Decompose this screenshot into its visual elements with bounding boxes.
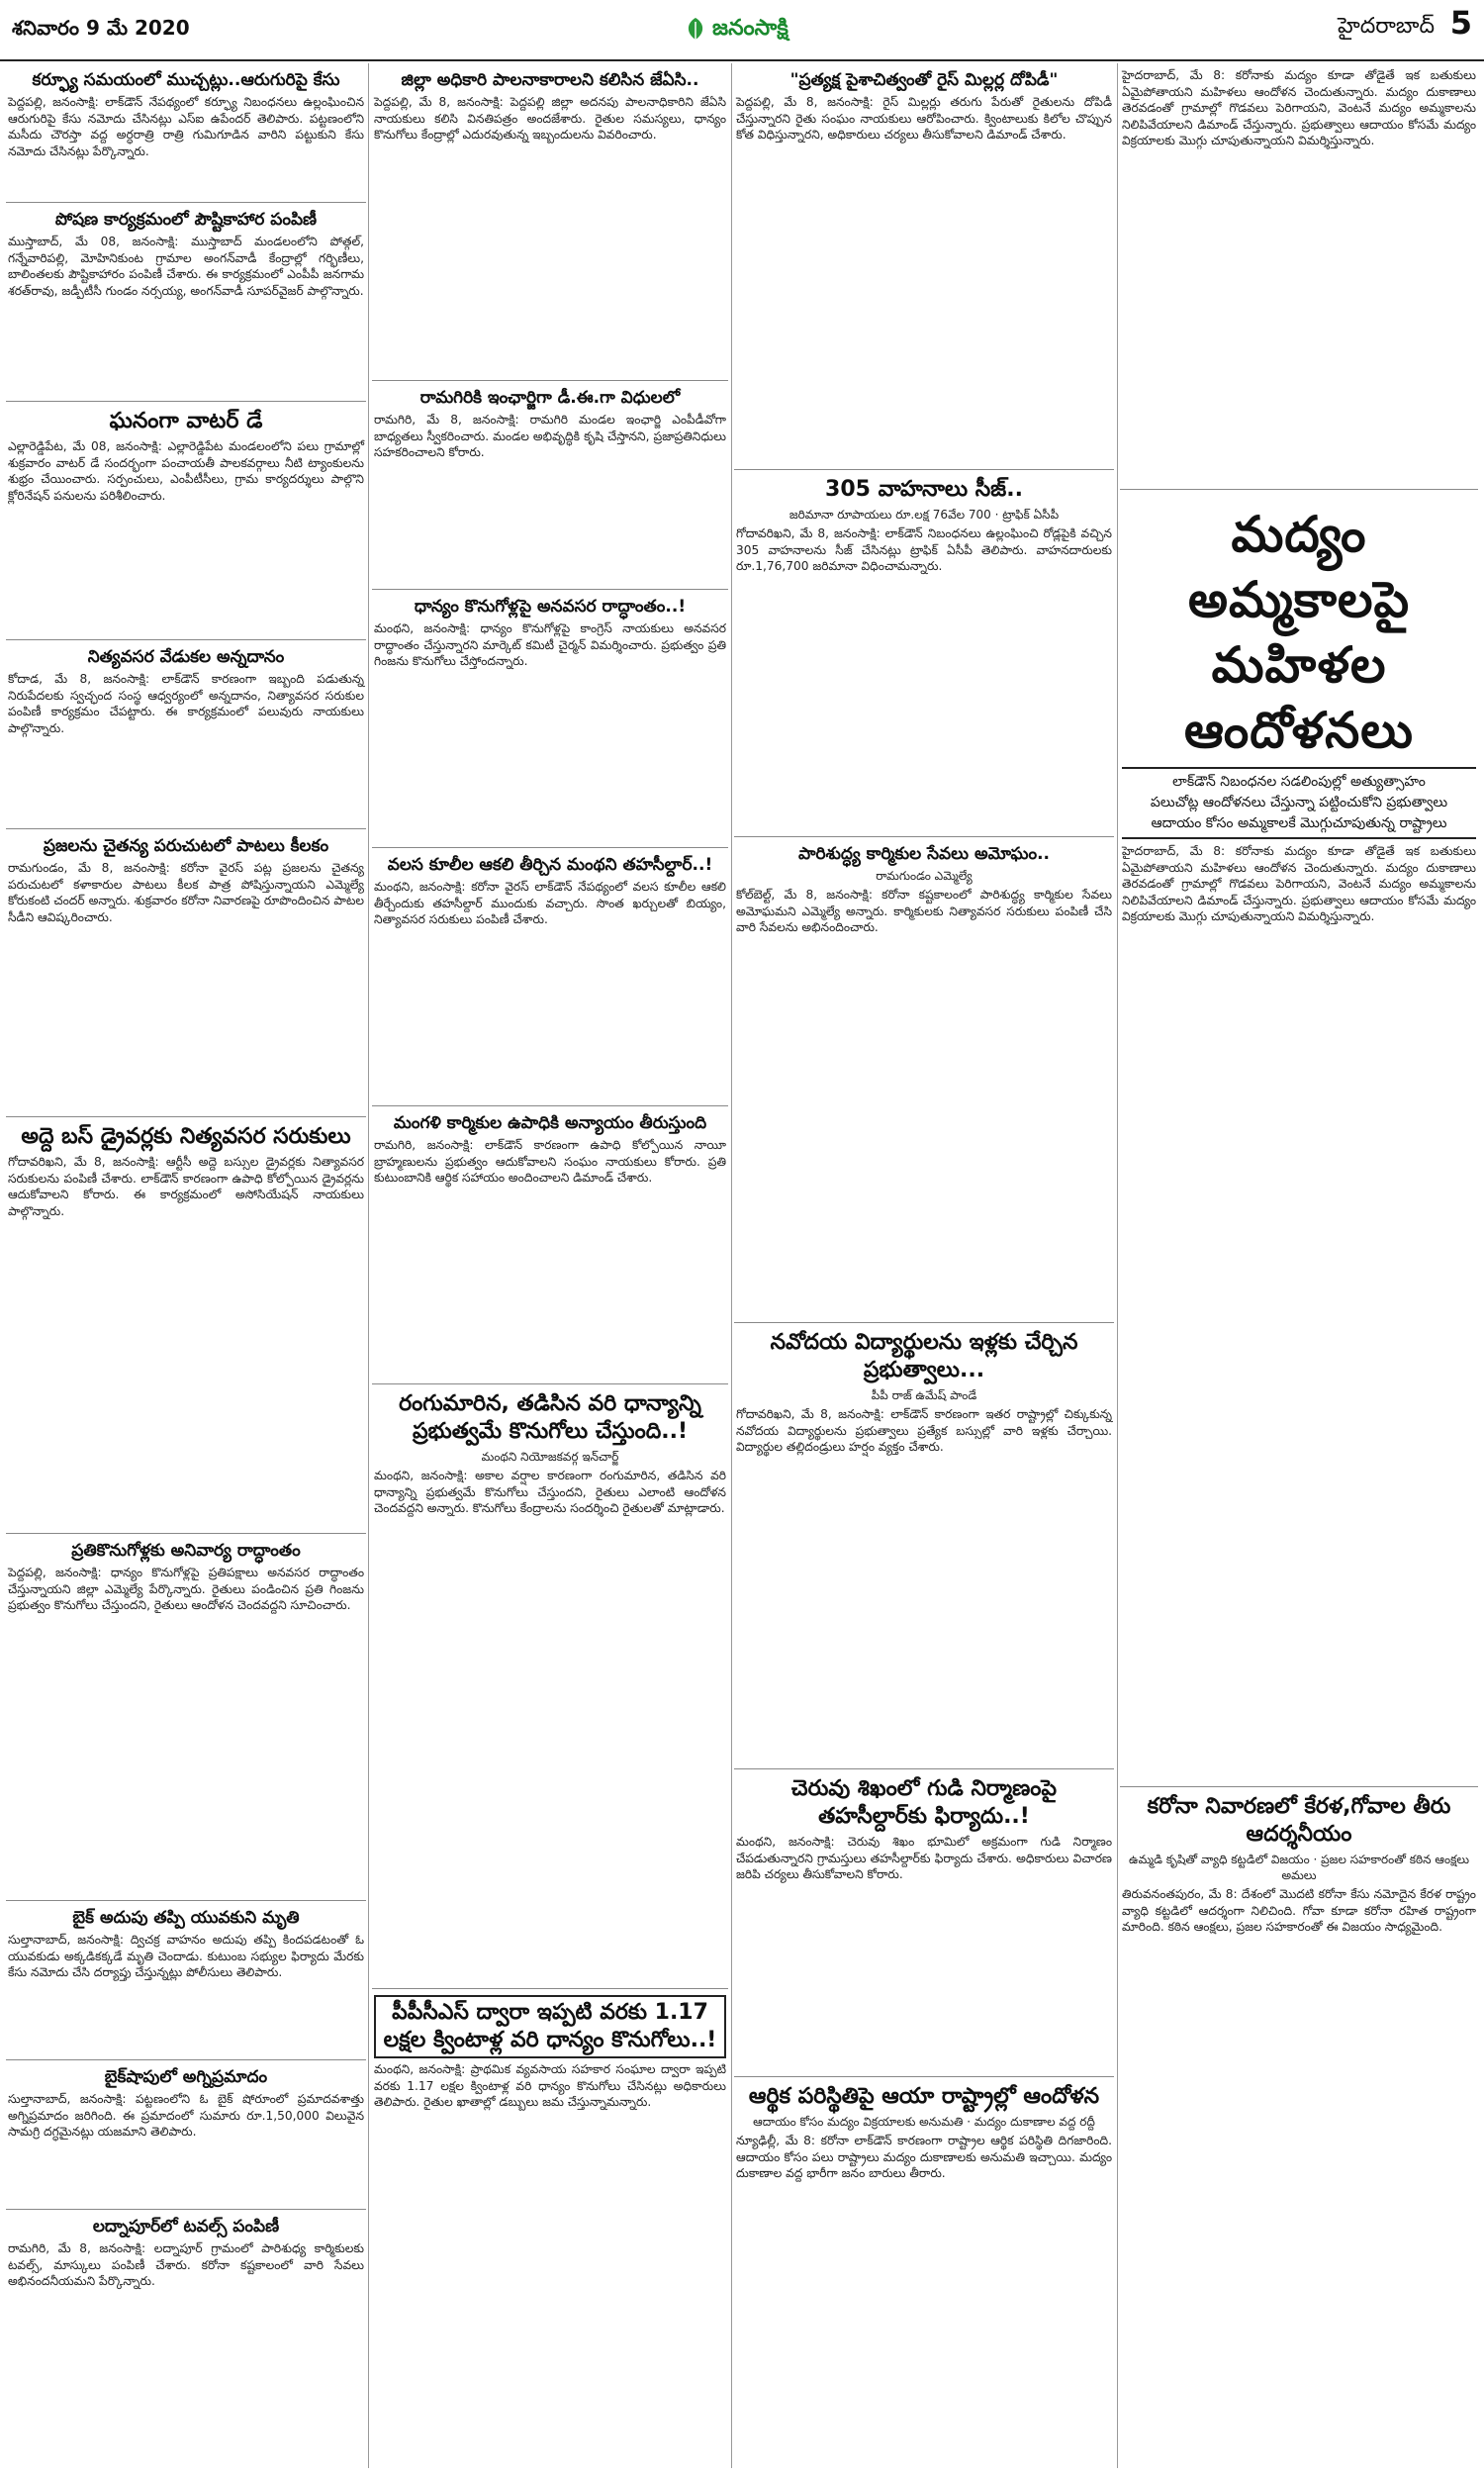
story-body: పెద్దపల్లి, మే 8, జనంసాక్షి: రైస్ మిల్లర్లు తరుగు పేరుతో రైతులను దోపిడీ చేస్తున్నారని రైతు సంఘం నాయకులు ఆరోపించారు. క్వింటాలుకు కిలోల చొప్పున కోత విధిస్తున్నారని, అధికారులు చర్యలు తీసుకోవాలని డిమాండ్ చేశారు.: [736, 95, 1112, 143]
story-body: కోల్‌బెల్ట్, మే 8, జనంసాక్షి: కరోనా కష్టకాలంలో పారిశుద్ధ్య కార్మికుల సేవలు అమోఘమని ఎమ్మెల్యే అన్నారు. కార్మికులకు నిత్యావసర సరుకులు పంపిణీ చేసి వారి సేవలను అభినందించారు.: [736, 888, 1112, 935]
story-headline: బైక్ అదుపు తప్పి యువకుని మృతి: [72, 1908, 300, 1928]
story-headline: వలస కూలీల ఆకలి తీర్చిన మంథని తహసీల్దార్..!: [387, 855, 713, 875]
column-3: [734, 63, 1114, 2468]
story-body: ముస్తాబాద్, మే 08, జనంసాక్షి: ముస్తాబాద్ మండలంలోని పోత్గల్, గన్నేవారిపల్లి, మోహినికుంట గ్రామాల అంగన్‌వాడీ కేంద్రాల్లో గర్భిణీలు, బాలింతలకు పౌష్టికాహారం పంపిణీ చేశారు. ఈ కార్యక్రమంలో ఎంపీపీ జనగామ శరత్‌రావు, జడ్పీటీసీ గుండం నర్సయ్య, అంగన్‌వాడీ సూపర్‌వైజర్ పాల్గొన్నారు.: [8, 235, 364, 298]
story-body: మంథని, జనంసాక్షి: చెరువు శిఖం భూమిలో అక్రమంగా గుడి నిర్మాణం చేపడుతున్నారని గ్రామస్తులు తహసీల్దార్‌కు ఫిర్యాదు చేశారు. అధికారులు విచారణ జరిపి చర్యలు తీసుకోవాలని కోరారు.: [736, 1835, 1112, 1882]
news-story: [372, 1989, 728, 2468]
story-body: సుల్తానాబాద్, జనంసాక్షి: ద్విచక్ర వాహనం అదుపు తప్పి కిందపడటంతో ఓ యువకుడు అక్కడికక్కడే మృతి చెందాడు. కుటుంబ సభ్యుల ఫిర్యాదు మేరకు కేసు నమోదు చేసి దర్యాప్తు చేస్తున్నట్లు పోలీసులు తెలిపారు.: [8, 1933, 364, 1980]
news-story: [6, 640, 366, 829]
brand-name: జనంసాక్షి: [712, 16, 788, 41]
news-story: [734, 470, 1114, 837]
news-story: [6, 63, 366, 203]
news-story: [6, 1534, 366, 1901]
news-story: [372, 848, 728, 1106]
story-headline: నవోదయ విద్యార్థులను ఇళ్లకు చేర్చిన ప్రభుత్వాలు...: [770, 1330, 1078, 1382]
news-story: [6, 1901, 366, 2060]
news-story: [734, 2077, 1114, 2468]
column-4: [1120, 63, 1478, 2468]
page-number: 5: [1449, 4, 1472, 42]
story-body: న్యూఢిల్లీ, మే 8: కరోనా లాక్‌డౌన్ కారణంగా రాష్ట్రాల ఆర్థిక పరిస్థితి దిగజారింది. ఆదాయం కోసం పలు రాష్ట్రాలు మద్యం దుకాణాలకు అనుమతి ఇచ్చాయి. మద్యం దుకాణాల వద్ద భారీగా జనం బారులు తీరారు.: [736, 2134, 1112, 2181]
story-headline: "ప్రత్యక్ష పైశాచిత్వంతో రైస్ మిల్లర్ల దోపిడీ": [789, 70, 1059, 90]
news-story-intro: [1120, 63, 1478, 490]
issue-date: శనివారం 9 మే 2020: [12, 16, 190, 40]
story-byline: రామగుండం ఎమ్మెల్యే: [876, 869, 973, 883]
story-byline: పీపీ రాజ్ ఉమేష్ పాండే: [871, 1388, 977, 1402]
story-body: మంథని, జనంసాక్షి: ధాన్యం కొనుగోళ్లపై కాంగ్రెస్ నాయకులు అనవసర రాద్ధాంతం చేస్తున్నారని మార్కెట్ కమిటీ చైర్మన్ విమర్శించారు. ప్రభుత్వం ప్రతి గింజను కొనుగోలు చేస్తోందన్నారు.: [374, 621, 726, 669]
story-headline: కర్ఫ్యూ సమయంలో ముచ్చట్లు..ఆరుగురిపై కేసు: [32, 70, 340, 90]
news-story: [6, 1117, 366, 1534]
lead-subhead: ఆదాయం కోసం అమ్మకాలకే మొగ్గుచూపుతున్న రాష్ట్రాలు: [1151, 815, 1447, 831]
story-body: రామగుండం, మే 8, జనంసాక్షి: కరోనా వైరస్ పట్ల ప్రజలను చైతన్య పరుచుటలో కళాకారుల పాటలు కీలక పాత్ర పోషిస్తున్నాయని ఎమ్మెల్యే కోరుకంటి చందర్ అన్నారు. శుక్రవారం కరోనా నివారణపై రూపొందించిన పాటల సీడీని ఆవిష్కరించారు.: [8, 861, 364, 924]
news-story: [372, 63, 728, 381]
story-headline: కరోనా నివారణలో కేరళ,గోవాల తీరు ఆదర్శనీయం: [1147, 1794, 1451, 1847]
story-body: సుల్తానాబాద్, జనంసాక్షి: పట్టణంలోని ఓ బైక్ షోరూంలో ప్రమాదవశాత్తు అగ్నిప్రమాదం జరిగింది. ఈ ప్రమాదంలో సుమారు రూ.1,50,000 విలువైన సామగ్రి దగ్ధమైనట్లు యజమాని తెలిపారు.: [8, 2092, 364, 2140]
story-body: గోదావరిఖని, మే 8, జనంసాక్షి: లాక్‌డౌన్ కారణంగా ఇతర రాష్ట్రాల్లో చిక్కుకున్న నవోదయ విద్యార్థులను ప్రభుత్వాలు ప్రత్యేక బస్సుల్లో వారి ఇళ్లకు చేర్చాయి. విద్యార్థుల తల్లిదండ్రులు హర్షం వ్యక్తం చేశారు.: [736, 1407, 1112, 1455]
story-byline: ఆదాయం కోసం మద్యం విక్రయాలకు అనుమతి · మద్యం దుకాణాల వద్ద రద్దీ: [753, 2115, 1095, 2129]
story-headline: బైక్‌షాపులో అగ్నిప్రమాదం: [104, 2067, 268, 2087]
lead-subhead: పలుచోట్ల ఆందోళనలు చేస్తున్నా పట్టించుకోని ప్రభుత్వాలు: [1150, 795, 1448, 810]
lead-headline: మద్యం అమ్మకాలపై మహిళల ఆందోళనలు: [1184, 505, 1414, 759]
news-story: [6, 2210, 366, 2368]
story-headline: ధాన్యం కొనుగోళ్లపై అనవసర రాద్ధాంతం..!: [414, 597, 687, 617]
story-headline: అద్దె బస్ డ్రైవర్లకు నిత్యవసర సరుకులు: [21, 1124, 351, 1149]
lead-subhead: లాక్‌డౌన్ నిబంధనల సడలింపుల్లో అత్యుత్సాహం: [1172, 774, 1426, 790]
story-body: హైదరాబాద్, మే 8: కరోనాకు మద్యం కూడా తోడైతే ఇక బతుకులు ఏమైపోతాయని మహిళలు ఆందోళన చెందుతున్నారు. మద్యం దుకాణాలు తెరవడంతో గ్రామాల్లో గొడవలు పెరిగాయని, వెంటనే మద్యం అమ్మకాలను నిలిపివేయాలని డిమాండ్ చేస్తున్నారు. ప్రభుత్వాలు ఆదాయం కోసమే మద్యం విక్రయాలకు మొగ్గు చూపుతున్నాయని విమర్శిస్తున్నారు.: [1122, 844, 1476, 924]
story-headline: 305 వాహనాలు సీజ్..: [825, 477, 1023, 502]
story-headline: లద్నాపూర్‌లో టవల్స్ పంపిణీ: [92, 2217, 280, 2237]
news-story: [6, 203, 366, 402]
masthead: [0, 0, 1484, 61]
story-body: పెద్దపల్లి, జనంసాక్షి: లాక్‌డౌన్ నేపథ్యంలో కర్ఫ్యూ నిబంధనలు ఉల్లంఘించిన ఆరుగురిపై కేసు నమోదు చేసినట్లు ఎస్ఐ ఉపేందర్ తెలిపారు. పట్టణంలోని మసీదు చౌరస్తా వద్ద అర్ధరాత్రి రాత్రి గుమిగూడిన వారిని పట్టుకుని కేసు నమోదు చేసినట్లు పేర్కొన్నారు.: [8, 95, 364, 158]
story-body: హైదరాబాద్, మే 8: కరోనాకు మద్యం కూడా తోడైతే ఇక బతుకులు ఏమైపోతాయని మహిళలు ఆందోళన చెందుతున్నారు. మద్యం దుకాణాలు తెరవడంతో గ్రామాల్లో గొడవలు పెరిగాయని, వెంటనే మద్యం అమ్మకాలను నిలిపివేయాలని డిమాండ్ చేస్తున్నారు. ప్రభుత్వాలు ఆదాయం కోసమే మద్యం విక్రయాలకు మొగ్గు చూపుతున్నాయని విమర్శిస్తున్నారు.: [1122, 68, 1476, 148]
story-headline: ఆర్థిక పరిస్థితిపై ఆయా రాష్ట్రాల్లో ఆందోళన: [748, 2084, 1100, 2109]
story-body: రామగిరి, జనంసాక్షి: లాక్‌డౌన్ కారణంగా ఉపాధి కోల్పోయిన నాయీ బ్రాహ్మణులను ప్రభుత్వం ఆదుకోవాలని సంఘం నాయకులు కోరారు. ప్రతి కుటుంబానికి ఆర్థిక సహాయం అందించాలని డిమాండ్ చేశారు.: [374, 1138, 726, 1186]
news-story: [734, 63, 1114, 470]
story-headline: రామగిరికి ఇంఛార్జిగా డీ.ఈ.గా విధులలో: [419, 388, 681, 408]
leaf-icon: [683, 16, 708, 42]
story-headline: నిత్యవసర వేడుకల అన్నదానం: [87, 647, 285, 667]
story-body: ఎల్లారెడ్డిపేట, మే 08, జనంసాక్షి: ఎల్లారెడ్డిపేట మండలంలోని పలు గ్రామాల్లో శుక్రవారం వాటర్ డే సందర్భంగా పంచాయతీ పాలకవర్గాలు నీటి ట్యాంకులను శుభ్రం చేయించారు. సర్పంచులు, ఎంపీటీసీలు, గ్రామ కార్యదర్శులు పాల్గొని క్లోరినేషన్ పనులను పరిశీలించారు.: [8, 439, 364, 503]
divider: [1122, 767, 1476, 769]
story-body: తిరువనంతపురం, మే 8: దేశంలో మొదటి కరోనా కేసు నమోదైన కేరళ రాష్ట్రం వ్యాధి కట్టడిలో ఆదర్శంగా నిలిచింది. గోవా కూడా కరోనా రహిత రాష్ట్రంగా మారింది. కఠిన ఆంక్షలు, ప్రజల సహకారంతో ఈ విజయం సాధ్యమైంది.: [1122, 1887, 1476, 1935]
news-story: [734, 1769, 1114, 2077]
story-body: రామగిరి, మే 8, జనంసాక్షి: రామగిరి మండల ఇంఛార్జి ఎంపీడీవోగా బాధ్యతలు స్వీకరించారు. మండల అభివృద్ధికి కృషి చేస్తానని, ప్రజాప్రతినిధులు సహకరించాలని కోరారు.: [374, 413, 726, 460]
news-story: [372, 1106, 728, 1384]
story-headline: రంగుమారిన, తడిసిన వరి ధాన్యాన్ని ప్రభుత్వమే కొనుగోలు చేస్తుంది..!: [399, 1391, 701, 1444]
story-body: కోదాడ, మే 8, జనంసాక్షి: లాక్‌డౌన్ కారణంగా ఇబ్బంది పడుతున్న నిరుపేదలకు స్వచ్ఛంద సంస్థ ఆధ్వర్యంలో అన్నదానం, నిత్యావసర సరుకుల పంపిణీ కార్యక్రమం చేపట్టారు. ఈ కార్యక్రమంలో పలువురు నాయకులు పాల్గొన్నారు.: [8, 672, 364, 735]
divider: [1122, 837, 1476, 839]
news-story: [372, 1384, 728, 1989]
story-body: మంథని, జనంసాక్షి: కరోనా వైరస్ లాక్‌డౌన్ నేపథ్యంలో వలస కూలీల ఆకలి తీర్చేందుకు తహసీల్దార్ ముందుకు వచ్చారు. సొంత ఖర్చులతో బియ్యం, నిత్యావసర సరుకులు పంపిణీ చేశారు.: [374, 880, 726, 927]
column-2: [372, 63, 728, 2468]
news-story: [372, 590, 728, 848]
story-headline: చెరువు శిఖంలో గుడి నిర్మాణంపై తహసీల్దార్‌కు ఫిర్యాదు..!: [790, 1776, 1058, 1829]
column-rule: [1117, 63, 1118, 2468]
brand-logo: [683, 10, 821, 48]
story-byline: మంథని నియోజకవర్గ ఇన్‌చార్జ్: [481, 1450, 619, 1464]
column-rule: [731, 63, 732, 2468]
news-story: [734, 837, 1114, 1323]
news-story: [6, 829, 366, 1117]
story-headline: ప్రజలను చైతన్య పరుచుటలో పాటలు కీలకం: [43, 836, 329, 856]
story-body: గోదావరిఖని, మే 8, జనంసాక్షి: లాక్‌డౌన్ నిబంధనలు ఉల్లంఘించి రోడ్లపైకి వచ్చిన 305 వాహనాలను సీజ్ చేసినట్లు ట్రాఫిక్ ఏసీపీ తెలిపారు. వాహనదారులకు రూ.1,76,700 జరిమానా విధించామన్నారు.: [736, 526, 1112, 574]
story-body: పెద్దపల్లి, జనంసాక్షి: ధాన్యం కొనుగోళ్లపై ప్రతిపక్షాలు అనవసర రాద్ధాంతం చేస్తున్నాయని జిల్లా ఎమ్మెల్యే పేర్కొన్నారు. రైతులు పండించిన ప్రతి గింజను ప్రభుత్వం కొనుగోలు చేస్తుందని, రైతులు ఆందోళన చెందవద్దని సూచించారు.: [8, 1566, 364, 1613]
story-body: గోదావరిఖని, మే 8, జనంసాక్షి: ఆర్టీసీ అద్దె బస్సుల డ్రైవర్లకు నిత్యావసర సరుకులను పంపిణీ చేశారు. లాక్‌డౌన్ కారణంగా ఉపాధి కోల్పోయిన డ్రైవర్లను ఆదుకోవాలని కోరారు. ఈ కార్యక్రమంలో అసోసియేషన్ నాయకులు పాల్గొన్నారు.: [8, 1155, 364, 1218]
story-headline: జిల్లా అధికారి పాలనాకారాలని కలిసిన జేఏసి..: [401, 70, 699, 90]
story-headline: ఘనంగా వాటర్ డే: [109, 409, 263, 433]
column-rule: [368, 63, 369, 2468]
story-headline: పారిశుద్ధ్య కార్మికుల సేవలు అమోఘం..: [798, 844, 1050, 864]
news-story: [6, 2060, 366, 2210]
story-headline: ప్రతికొనుగోళ్లకు అనివార్య రాద్ధాంతం: [71, 1541, 301, 1561]
edition-city: హైదరాబాద్: [1338, 14, 1435, 39]
story-headline: పోషణ కార్యక్రమంలో పౌష్టికాహార పంపిణీ: [54, 210, 318, 230]
story-byline: జరిమానా రూపాయలు రూ.లక్ష 76వేల 700 · ట్రాఫిక్ ఏసీపీ: [788, 508, 1060, 522]
story-headline: పీపీసీఎస్ ద్వారా ఇప్పటి వరకు 1.17 లక్షల క్వింటాళ్ల వరి ధాన్యం కొనుగోలు..!: [374, 1995, 726, 2058]
story-body: మంథని, జనంసాక్షి: ప్రాథమిక వ్యవసాయ సహకార సంఘాల ద్వారా ఇప్పటి వరకు 1.17 లక్షల క్వింటాళ్ల వరి ధాన్యం కొనుగోలు చేసినట్లు అధికారులు తెలిపారు. రైతుల ఖాతాల్లో డబ్బులు జమ చేస్తున్నామన్నారు.: [374, 2062, 726, 2110]
news-story: [372, 381, 728, 590]
news-story: [6, 402, 366, 640]
news-story: [734, 1323, 1114, 1769]
story-headline: మంగళి కార్మికుల ఉపాధికి అన్యాయం తీరుస్తుంది: [393, 1113, 707, 1133]
news-story: [1120, 1787, 1478, 2468]
story-body: మంథని, జనంసాక్షి: అకాల వర్షాల కారణంగా రంగుమారిన, తడిసిన వరి ధాన్యాన్ని ప్రభుత్వమే కొనుగోలు చేస్తుందని, రైతులు ఎలాంటి ఆందోళన చెందవద్దని అన్నారు. కొనుగోలు కేంద్రాలను సందర్శించి రైతులతో మాట్లాడారు.: [374, 1469, 726, 1516]
column-1: [6, 63, 366, 2468]
story-body: రామగిరి, మే 8, జనంసాక్షి: లద్నాపూర్ గ్రామంలో పారిశుధ్య కార్మికులకు టవల్స్, మాస్కులు పంపిణీ చేశారు. కరోనా కష్టకాలంలో వారి సేవలు అభినందనీయమని పేర్కొన్నారు.: [8, 2241, 364, 2289]
story-byline: ఉమ్మడి కృషితో వ్యాధి కట్టడిలో విజయం · ప్రజల సహకారంతో కఠిన ఆంక్షలు అమలు: [1129, 1853, 1469, 1882]
lead-story: [1120, 490, 1478, 1787]
story-body: పెద్దపల్లి, మే 8, జనంసాక్షి: పెద్దపల్లి జిల్లా అదనపు పాలనాధికారిని జేఏసి నాయకులు కలిసి వినతిపత్రం అందజేశారు. రైతుల సమస్యలు, ధాన్యం కొనుగోలు కేంద్రాల్లో ఎదురవుతున్న ఇబ్బందులను వివరించారు.: [374, 95, 726, 143]
